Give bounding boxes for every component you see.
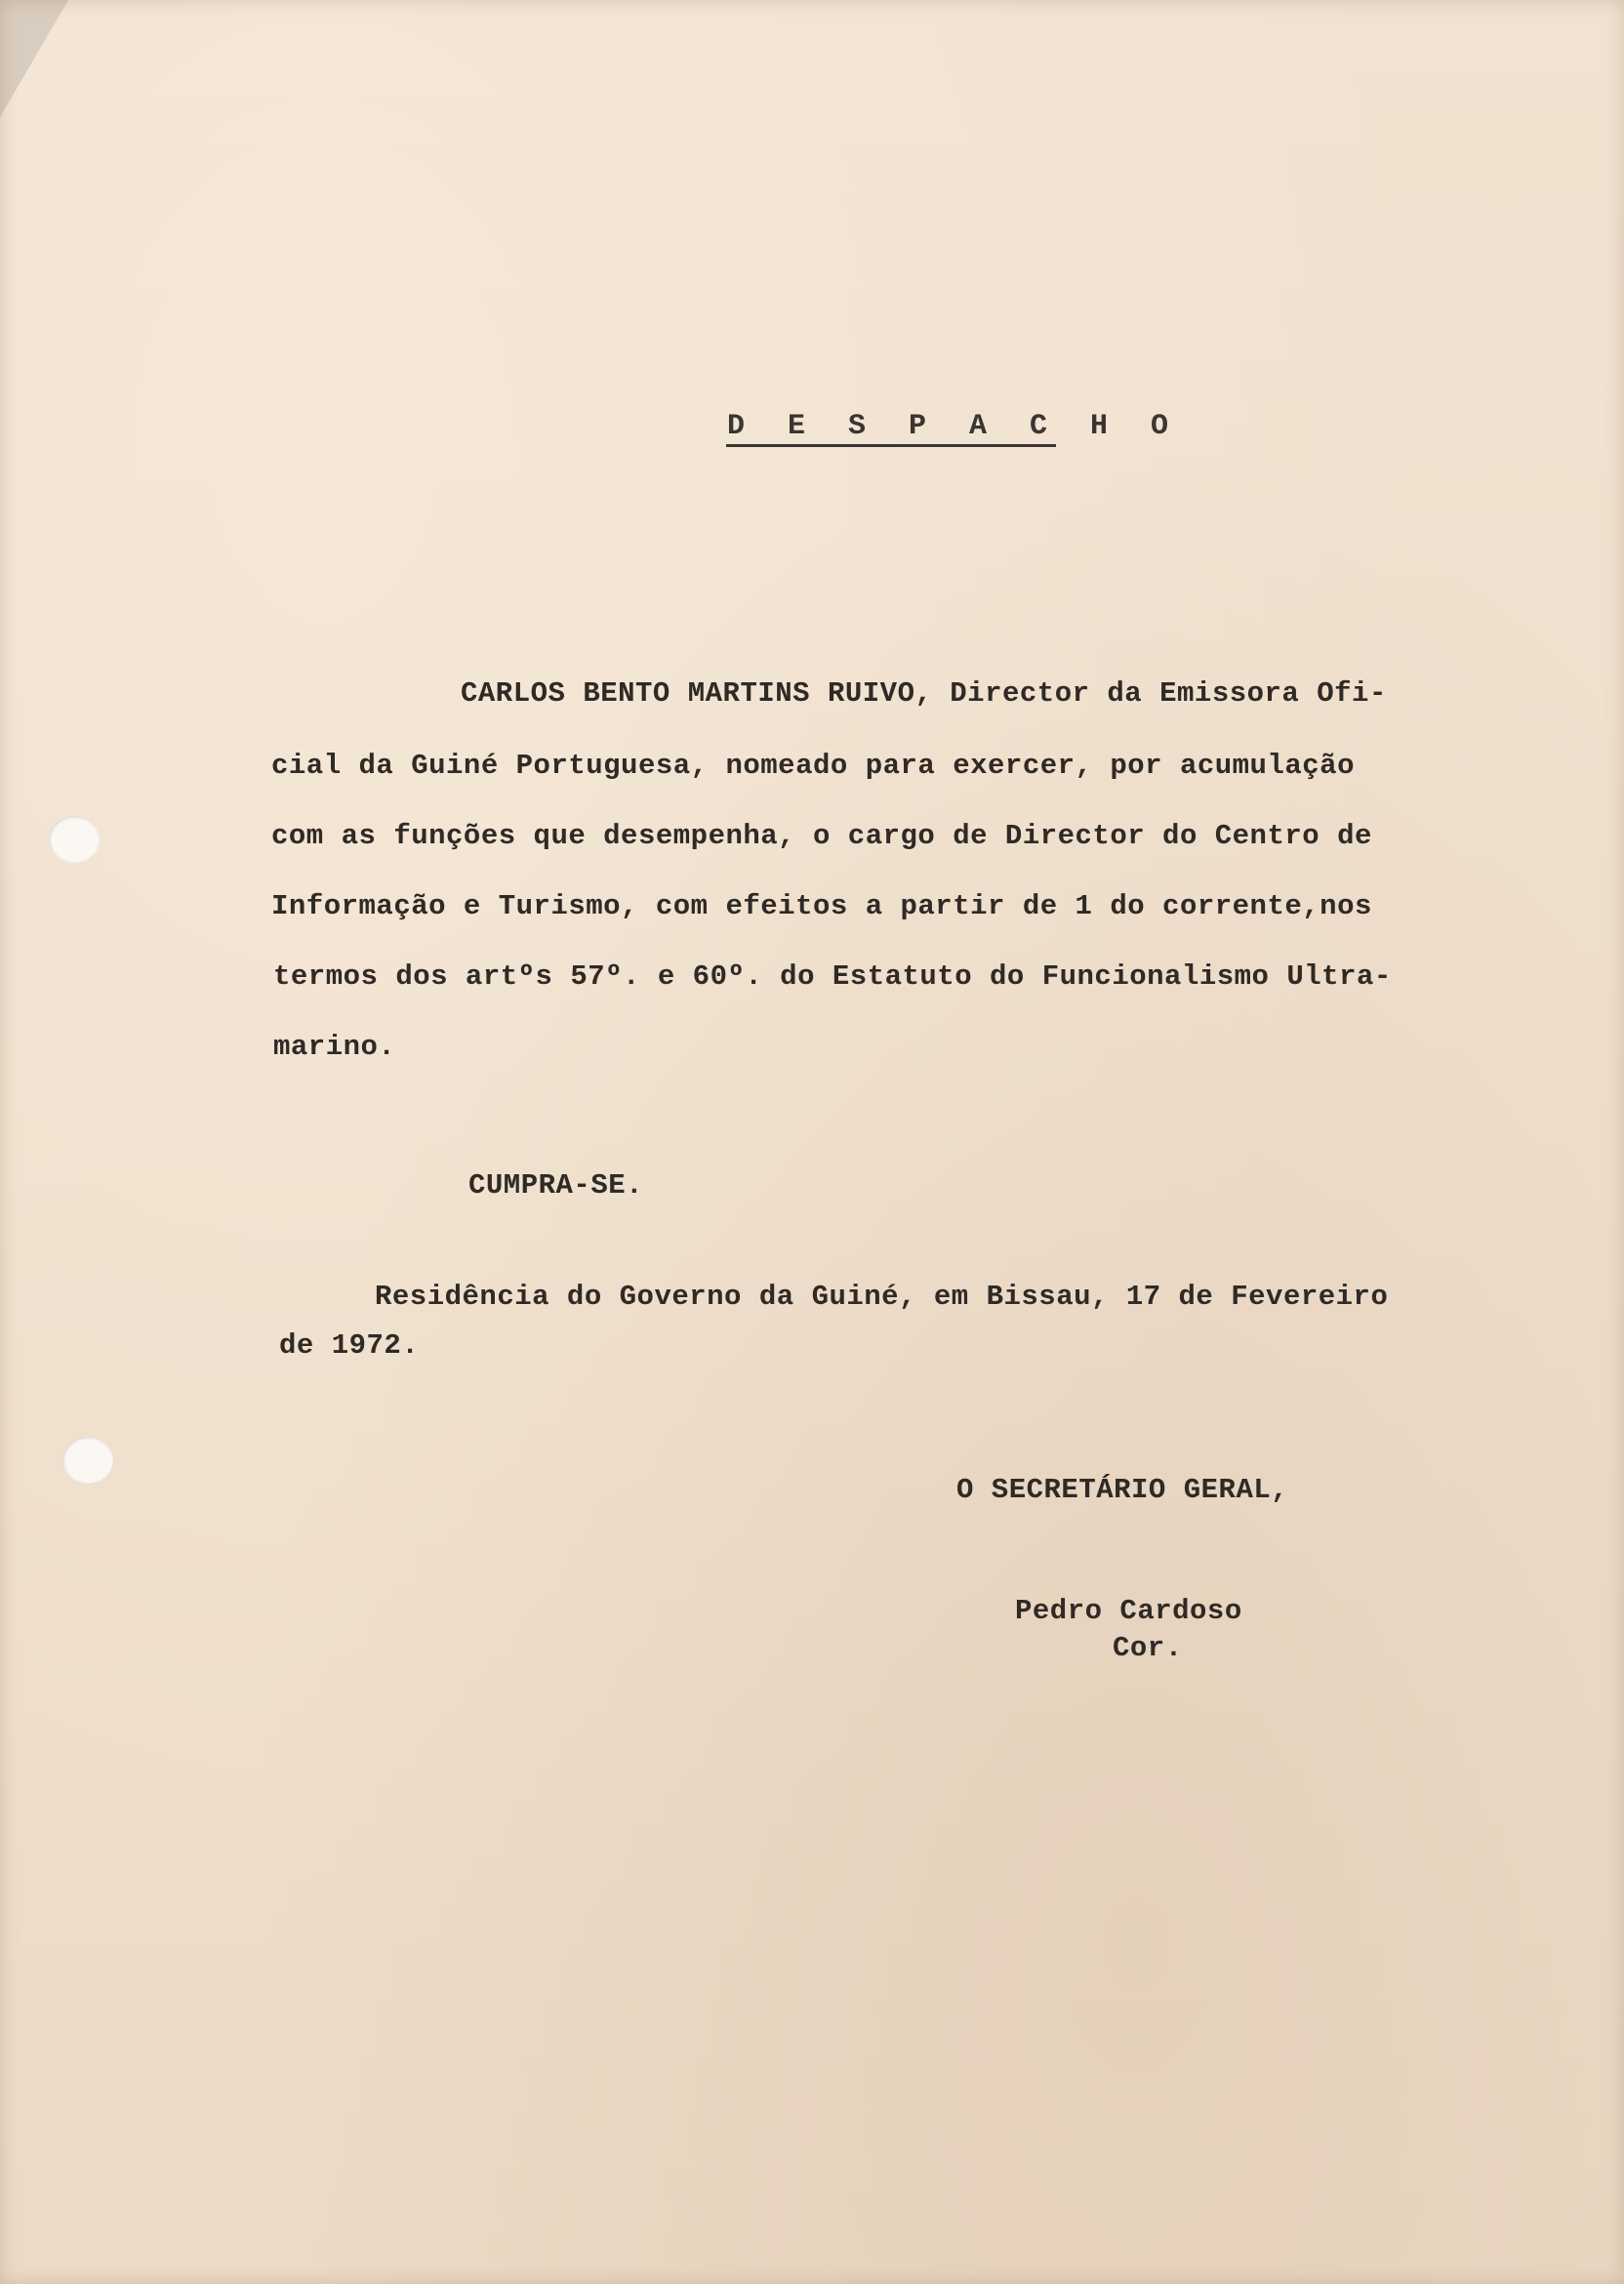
signatory-title: O SECRETÁRIO GERAL, <box>956 1474 1289 1506</box>
body-line-3: com as funções que desempenha, o cargo de Director do Centro de <box>271 820 1372 852</box>
signatory-rank: Cor. <box>1113 1632 1183 1664</box>
place-date-line-2: de 1972. <box>279 1329 420 1362</box>
document-title: D E S P A C H O <box>727 410 1182 443</box>
body-line-4: Informação e Turismo, com efeitos a partir de 1 do corrente,nos <box>271 890 1372 922</box>
body-line-6: marino. <box>273 1031 396 1063</box>
title-underline <box>726 444 1056 447</box>
punch-hole-top <box>49 816 100 863</box>
body-line-2: cial da Guiné Portuguesa, nomeado para exercer, por acumulação <box>271 750 1355 782</box>
place-date-line-1: Residência do Governo da Guiné, em Bissau, 17 de Fevereiro <box>375 1281 1389 1313</box>
punch-hole-bottom <box>62 1437 113 1484</box>
body-line-5: termos dos artºs 57º. e 60º. do Estatuto do Funcionalismo Ultra- <box>273 960 1392 993</box>
folded-corner <box>0 0 68 117</box>
body-line-1: CARLOS BENTO MARTINS RUIVO, Director da Emissora Ofi- <box>461 677 1387 710</box>
order-text: CUMPRA-SE. <box>468 1169 644 1202</box>
signatory-name: Pedro Cardoso <box>1015 1595 1242 1627</box>
